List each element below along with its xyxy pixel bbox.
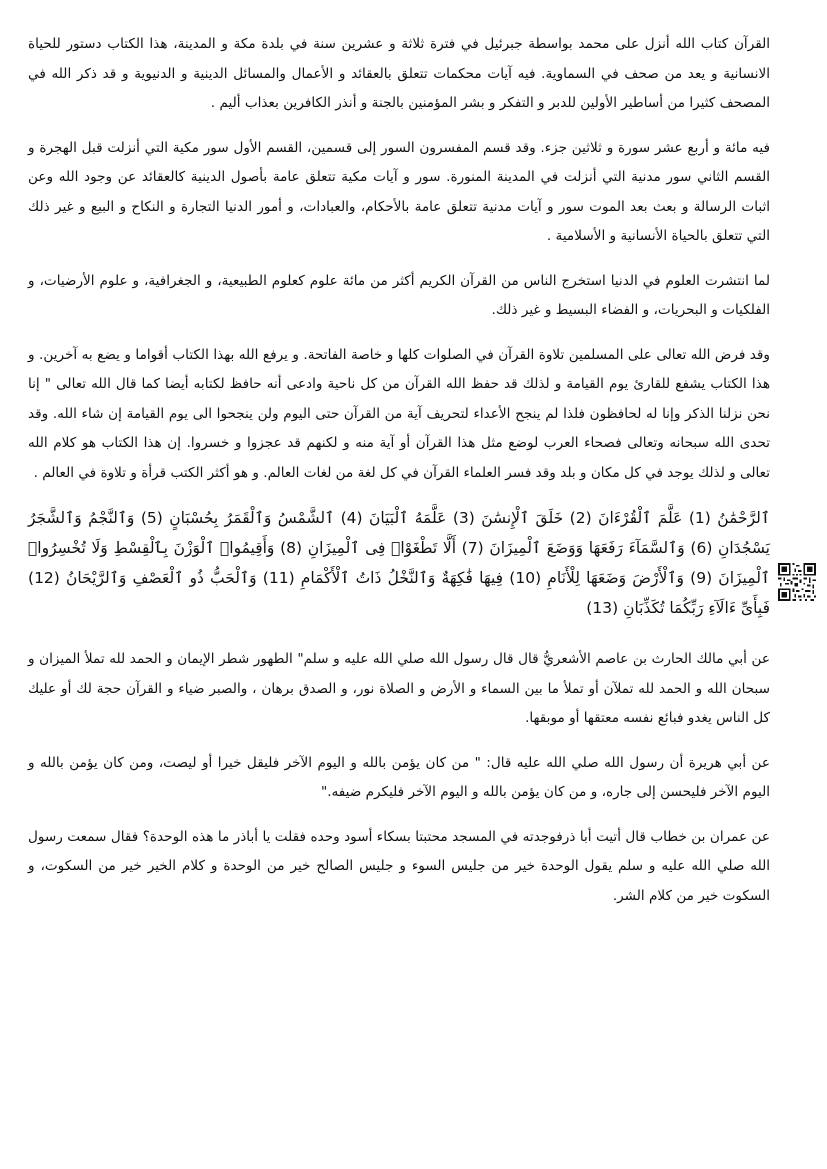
paragraph-quran-preservation: وقد فرض الله تعالى على المسلمين تلاوة القرآن في الصلوات كلها و خاصة الفاتحة. و يرفع الله بهذا الكتاب أقواما و يضع به آخرين. و هذا الكتاب يشفع للقارئ يوم القيامة و لذلك قد حفظ الله القرآن من كل ناحية وادعى أنه حافظ لكتابه أيضا كما قال الله تعالى " إنا نحن نزلنا الذكر وإنا له لحافظون فلذا لم ينجح الأعداء لتحريف آية من القرآن حتى اليوم ولن ينجحوا الى يوم القيامة إن شاء الله. وقد تحدى الله سبحانه وتعالى فصحاء العرب لوضع مثل هذا القرآن أو آية منه و لكنهم قد عجزوا و خسروا. إن هذا الكتاب هو كلام الله تعالى و لذلك يوجد في كل مكان و بلد وقد فسر العلماء القرآن في كل لغة من لغات العالم. و هو أكثر الكتب قرأة و تلاوة في العالم . (28, 346, 770, 481)
paragraph-surah-division: فيه مائة و أربع عشر سورة و ثلاثين جزء. وقد قسم المفسرون السور إلى قسمين، القسم الأول سور مكية التي أنزلت قبل الهجرة و القسم الثاني سور مدنية التي أنزلت في المدينة المنورة. سور و آيات مكية تتعلق عامة بأصول الدينية كالعقائد عن وجود الله وعن اثبات الرسالة و بعث بعد الموت سور و آيات مدنية تتعلق عامة بالأحكام، والعبادات، و أمور الدنيا التجارة و النكاح و البيع و غير ذلك التي تتعلق بالحياة الأنسانية و الأسلامية . (28, 139, 770, 244)
paragraph-quran-sciences: لما انتشرت العلوم في الدنيا استخرج الناس من القرآن الكريم أكثر من مائة علوم كعلوم الطبيعية، و الجغرافية، و علوم الأرضيات، و الفلكيات و البحريات، و الفضاء البسيط و غير ذلك. (28, 272, 770, 318)
qr-code-icon (778, 563, 816, 601)
hadith-solitude: عن عمران بن خطاب قال أتيت أبا ذرفوجدته في المسجد محتبتا بسكاء أسود وحده فقلت يا أباذر ما هذه الوحدة؟ فقال سمعت رسول الله صلي الله عليه و سلم يقول الوحدة خير من جليس السوء و جليس الصالح خير من الوحدة و كلام الخير خير من السكوت، و السكوت خير من كلام الشر. (28, 828, 770, 904)
hadith-good-speech: عن أبي هريرة أن رسول الله صلي الله عليه قال: " من كان يؤمن بالله و اليوم الآخر فليقل خيرا أو ليصت، ومن كان يؤمن بالله و اليوم الآخر فليحسن إلى جاره، و من كان يؤمن بالله و اليوم الآخر فليكرم ضيفه." (28, 754, 770, 800)
quran-verses-ar-rahman: ٱلرَّحْمَٰنُ (1) عَلَّمَ ٱلْقُرْءَانَ (2) خَلَقَ ٱلْإِنسَٰنَ (3) عَلَّمَهُ ٱلْبَيَانَ (4) ٱلشَّمْسُ وَٱلْقَمَرُ بِحُسْبَانٍ (5) وَٱلنَّجْمُ وَٱلشَّجَرُ يَسْجُدَانِ (6) وَٱلسَّمَآءَ رَفَعَهَا وَوَضَعَ ٱلْمِيزَانَ (7) أَلَّا تَطْغَوْا۟ فِى ٱلْمِيزَانِ (8) وَأَقِيمُوا۟ ٱلْوَزْنَ بِٱلْقِسْطِ وَلَا تُخْسِرُوا۟ ٱلْمِيزَانَ (9) وَٱلْأَرْضَ وَضَعَهَا لِلْأَنَامِ (10) فِيهَا فَٰكِهَةٌ وَٱلنَّخْلُ ذَاتُ ٱلْأَكْمَامِ (11) وَٱلْحَبُّ ذُو ٱلْعَصْفِ وَٱلرَّيْحَانُ (12) فَبِأَىِّ ءَالَآءِ رَبِّكُمَا تُكَذِّبَانِ (13) (28, 509, 770, 617)
arabic-text-body (28, 30, 770, 926)
paragraph-quran-intro: القرآن كتاب الله أنزل على محمد بواسطة جبرئيل في فترة ثلاثة و عشرين سنة في بلدة مكة و المدينة، هذا الكتاب دستور للحياة الانسانية و يعد من صحف في السماوية. فيه آيات محكمات تتعلق بالعقائد و الأعمال والمسائل الدينية و الدنيوية و قد ذكر الله في المصحف كثيرا من أساطير الأولين للدبر و التفكر و بشر المؤمنين بالجنة و أنذر الكافرين بعذاب أليم . (28, 36, 770, 111)
hadith-purity: عن أبي مالك الحارث بن عاصم الأشعريُّ قال قال رسول الله صلي الله عليه و سلم" الطهور شطر الإيمان و الحمد لله تملأ الميزان و سبحان الله و الحمد لله تملآن أو تملأ ما بين السماء و الأرض و الصلاة نور، و الصدق برهان ، والصبر ضياء و القرآن حجة لك أو عليك كل الناس يغدو فبائع نفسه معتقها أو موبقها. (28, 651, 770, 726)
